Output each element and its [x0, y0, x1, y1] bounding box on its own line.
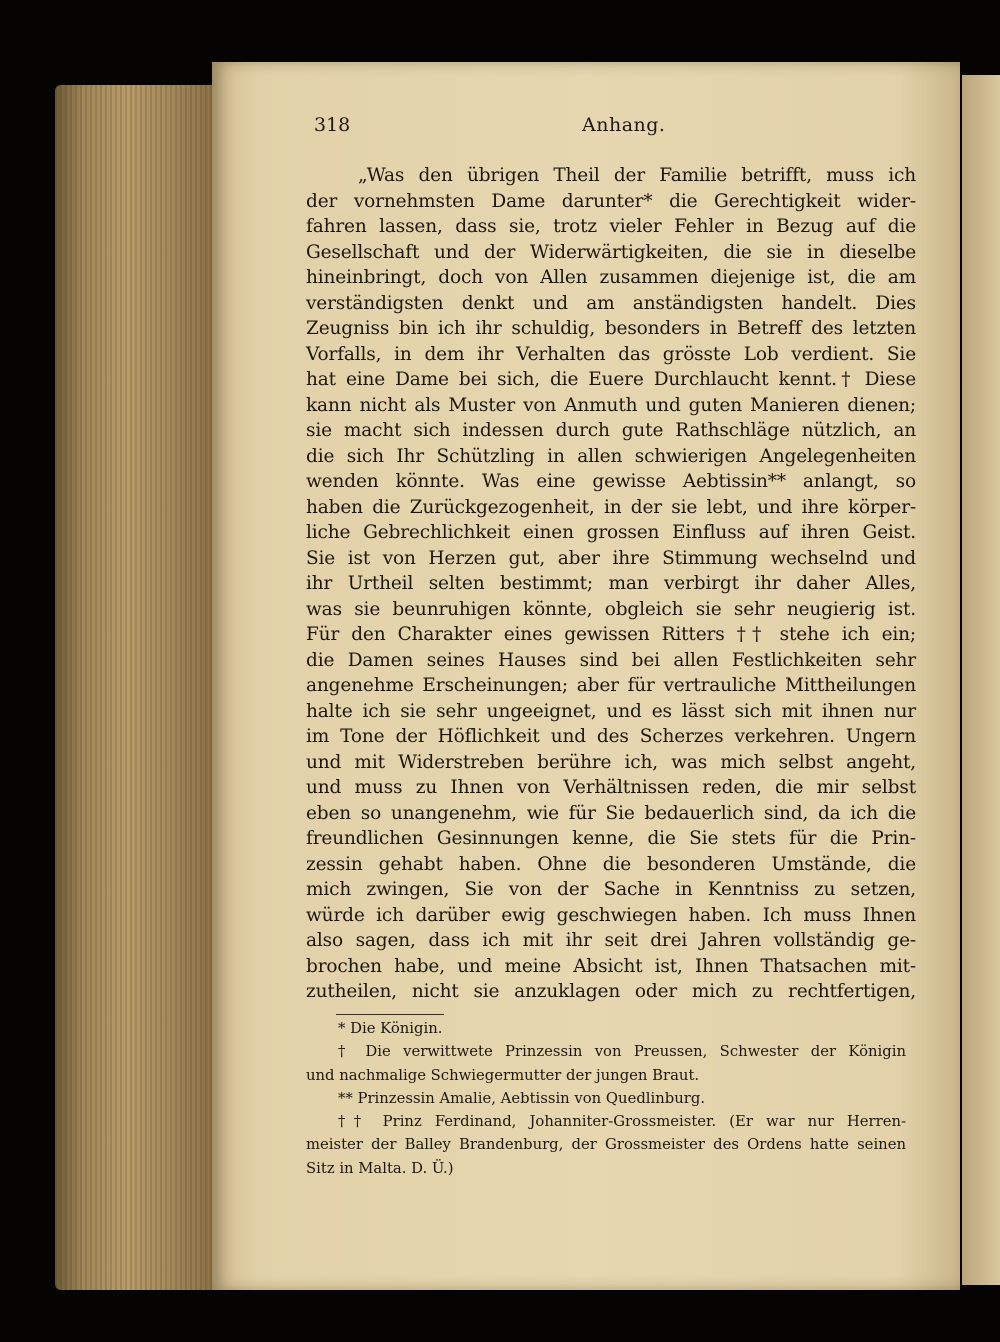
text-line: haben die Zurückgezogenheit, in der sie lebt, und ihre körper- [306, 496, 916, 518]
page-header [0, 114, 1000, 144]
text-line: zessin gehabt haben. Ohne die besonderen Umstände, die [306, 853, 916, 875]
text-line: Sie ist von Herzen gut, aber ihre Stimmung wechselnd und [306, 547, 916, 569]
text-line: „Was den übrigen Theil der Familie betrifft, muss ich [358, 165, 916, 186]
text-line: wenden könnte. Was eine gewisse Aebtissin** anlangt, so [306, 471, 916, 492]
page-edges [55, 85, 215, 1290]
text-line: der vornehmsten Dame darunter* die Gerechtigkeit wider- [306, 190, 916, 212]
footnote-line: †† Prinz Ferdinand, Johanniter-Grossmeister. (Er war nur Herren- [338, 1113, 906, 1131]
text-line: Vorfalls, in dem ihr Verhalten das grösste Lob verdient. Sie [306, 343, 916, 365]
text-line: zutheilen, nicht sie anzuklagen oder mich zu rechtfertigen, [306, 981, 916, 1002]
text-line: die Damen seines Hauses sind bei allen Festlichkeiten sehr [306, 649, 916, 671]
text-line: im Tone der Höflichkeit und des Scherzes verkehren. Ungern [306, 726, 916, 747]
text-line: hineinbringt, doch von Allen zusammen diejenige ist, die am [306, 267, 916, 288]
text-line: ihr Urtheil selten bestimmt; man verbirgt ihr daher Alles, [306, 573, 916, 594]
page-number: 318 [314, 114, 351, 136]
running-head: Anhang. [582, 114, 666, 136]
text-line: hat eine Dame bei sich, die Euere Durchlaucht kennt.† Diese [306, 369, 916, 390]
footnote-line: † Die verwittwete Prinzessin von Preussen, Schwester der Königin [338, 1043, 906, 1061]
text-line: die sich Ihr Schützling in allen schwierigen Angelegenheiten [306, 445, 916, 467]
text-line: und muss zu Ihnen von Verhältnissen reden, die mir selbst [306, 777, 916, 798]
footnote-line: meister der Balley Brandenburg, der Grossmeister des Ordens hatte seinen [306, 1136, 906, 1154]
text-line: brochen habe, und meine Absicht ist, Ihnen Thatsachen mit- [306, 955, 916, 977]
text-line: Für den Charakter eines gewissen Ritters †† stehe ich ein; [306, 624, 916, 645]
text-line: fahren lassen, dass sie, trotz vieler Fehler in Bezug auf die [306, 216, 916, 237]
facing-page-edge [962, 75, 1000, 1285]
text-line: würde ich darüber ewig geschwiegen haben. Ich muss Ihnen [306, 904, 916, 926]
text-line: eben so unangenehm, wie für Sie bedauerlich sind, da ich die [306, 802, 916, 824]
text-line: verständigsten denkt und am anständigsten handelt. Dies [306, 292, 916, 314]
text-line: liche Gebrechlichkeit einen grossen Einfluss auf ihren Geist. [306, 522, 916, 543]
text-line: Zeugniss bin ich ihr schuldig, besonders in Betreff des letzten [306, 318, 916, 339]
text-line: halte ich sie sehr ungeeignet, und es lässt sich mit ihnen nur [306, 700, 916, 722]
footnote-line: Sitz in Malta. D. Ü.) [306, 1159, 454, 1177]
text-line: angenehme Erscheinungen; aber für vertrauliche Mittheilungen [306, 675, 916, 696]
text-line: Gesellschaft und der Widerwärtigkeiten, die sie in dieselbe [306, 241, 916, 263]
footnote-rule [336, 1014, 444, 1015]
body-text [306, 163, 916, 1005]
footnote-line: und nachmalige Schwiegermutter der jungen Braut. [306, 1066, 700, 1084]
footnotes [306, 1017, 906, 1180]
text-line: sie macht sich indessen durch gute Rathschläge nützlich, an [306, 420, 916, 441]
text-line: also sagen, dass ich mit ihr seit drei Jahren vollständig ge- [306, 930, 916, 951]
text-line: was sie beunruhigen könnte, obgleich sie sehr neugierig ist. [306, 598, 916, 620]
text-line: und mit Widerstreben berühre ich, was mich selbst angeht, [306, 751, 916, 773]
footnote-line: ** Prinzessin Amalie, Aebtissin von Quedlinburg. [338, 1089, 706, 1107]
text-line: kann nicht als Muster von Anmuth und guten Manieren dienen; [306, 394, 916, 416]
text-line: freundlichen Gesinnungen kenne, die Sie stets für die Prin- [306, 828, 916, 849]
text-line: mich zwingen, Sie von der Sache in Kenntniss zu setzen, [306, 879, 916, 900]
footnote-line: * Die Königin. [338, 1020, 443, 1037]
